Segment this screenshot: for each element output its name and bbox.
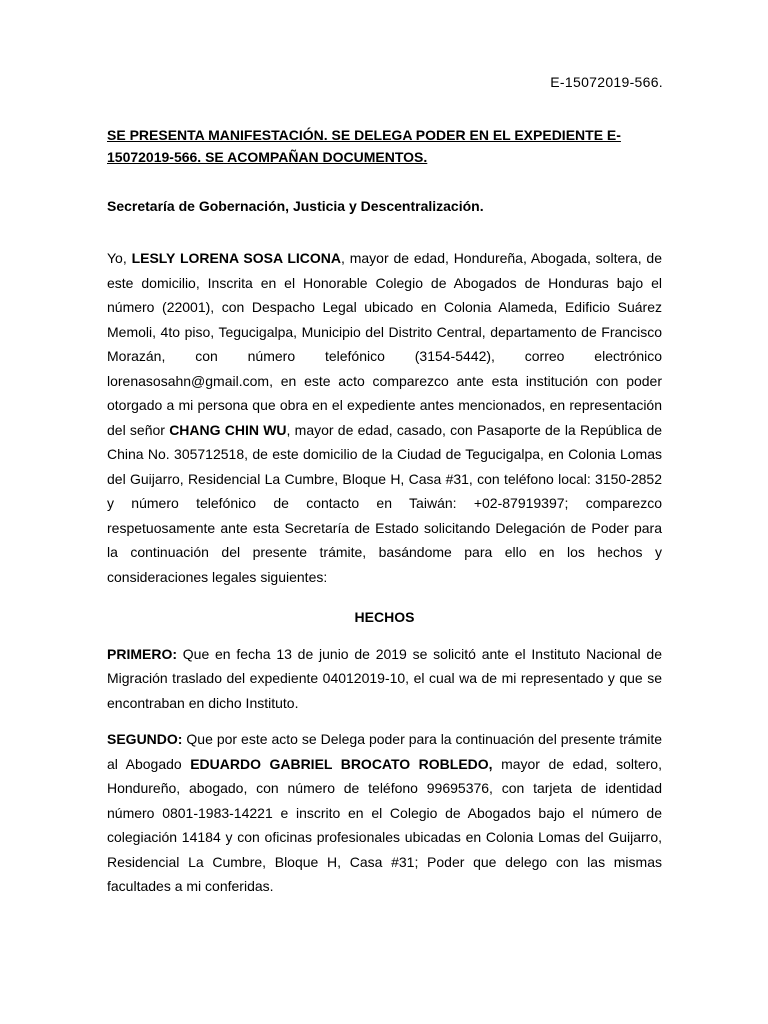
fact-segundo (107, 727, 662, 899)
facts-heading: HECHOS (354, 609, 415, 625)
document-body (107, 246, 662, 911)
client-name: CHANG CHIN WU (169, 421, 287, 438)
addressee: Secretaría de Gobernación, Justicia y Descentralización. (107, 198, 484, 214)
fact-primero-text: Que en fecha 13 de junio de 2019 se solicitó ante el Instituto Nacional de Migración traslado del expediente 04012019-10, el cual wa de mi representado y que se encontraban en dicho Instituto. (107, 645, 662, 711)
file-reference: E-15072019-566. (550, 74, 663, 90)
fact-segundo-label: SEGUNDO: (107, 731, 183, 747)
fact-segundo-text-1: Que por este acto se Delega poder para la continuación del presente trámite al Abogado (107, 731, 662, 772)
fact-segundo-text-2: mayor de edad, soltero, Hondureño, abogado, con número de teléfono 99695376, con tarjeta de identidad número 0801-1983-14221 e inscrito en el Colegio de Abogados bajo el número de colegiación 14184 y con oficinas profesionales ubicadas en Colonia Lomas del Guijarro, Residencial La Cumbre, Bloque H, Casa #31; Poder que delego con las mismas facultades a mi conferidas. (107, 755, 662, 894)
delegate-name: EDUARDO GABRIEL BROCATO ROBLEDO, (190, 755, 493, 772)
intro-text-3: , mayor de edad, casado, con Pasaporte de la República de China No. 305712518, de este domicilio de la Ciudad de Tegucigalpa, en Colonia Lomas del Guijarro, Residencial La Cumbre, Bloque H, Casa #31, con teléfono local: 3150-2852 y número telefónico de contacto en Taiwán: +02-87919397; comparezco respetuosamente ante esta Secretaría de Estado solicitando Delegación de Poder para la continuación del presente trámite, basándome para ello en los hechos y consideraciones legales siguientes: (107, 421, 663, 585)
fact-primero-label: PRIMERO: (107, 645, 177, 662)
document-title: SE PRESENTA MANIFESTACIÓN. SE DELEGA PODER EN EL EXPEDIENTE E-15072019-566. SE ACOMPAÑAN DOCUMENTOS. (107, 127, 621, 165)
fact-primero (107, 642, 662, 716)
intro-text-2: , mayor de edad, Hondureña, Abogada, soltera, de este domicilio, Inscrita en el Honorable Colegio de Abogados de Honduras bajo el número (22001), con Despacho Legal ubicado en Colonia Alameda, Edificio Suárez Memoli, 4to piso, Tegucigalpa, Municipio del Distrito Central, departamento de Francisco Morazán, con número telefónico (3154-5442), correo electrónico lorenasosahn@gmail.com, en este acto comparezco ante esta institución con poder otorgado a mi persona que obra en el expediente antes mencionados, en representación del señor (107, 250, 662, 438)
applicant-name: LESLY LORENA SOSA LICONA (131, 250, 342, 266)
intro-text-1: Yo, (107, 250, 132, 266)
intro-paragraph (107, 246, 662, 589)
